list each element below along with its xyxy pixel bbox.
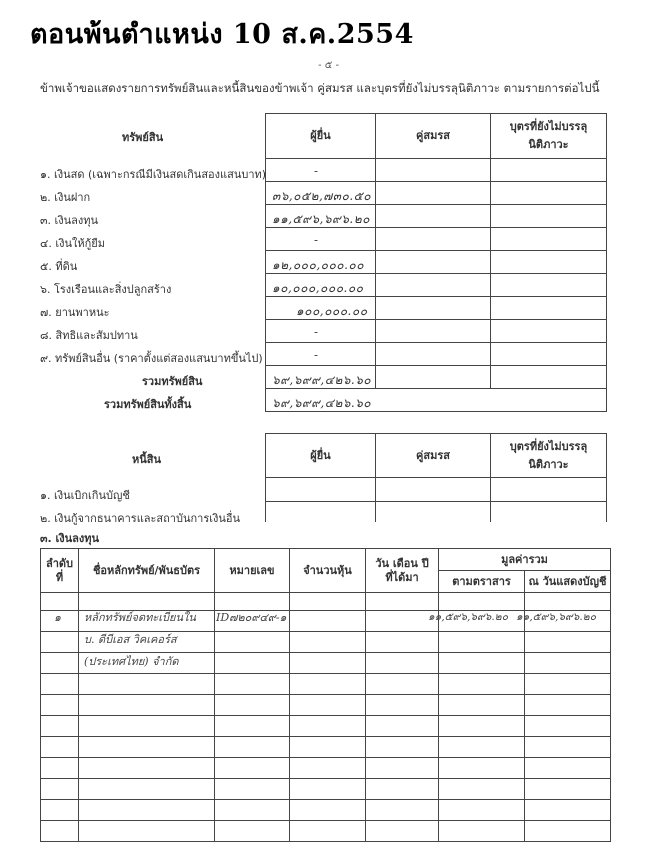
liabilities-header-spouse: คู่สมรส	[376, 434, 491, 478]
asset-value: -	[314, 164, 319, 178]
liabilities-header-children	[491, 434, 607, 478]
assets-total-label: รวมทรัพย์สิน	[142, 375, 203, 388]
asset-row-label: ๖. โรงเรือนและสิ่งปลูกสร้าง	[40, 283, 172, 296]
assets-header-children-line1: บุตรที่ยังไม่บรรลุ	[509, 120, 588, 133]
asset-value: -	[314, 348, 319, 362]
inv-header-security-name: ชื่อหลักทรัพย์/พันธบัตร	[79, 549, 215, 593]
inv-entry-name-line3: (ประเทศไทย) จำกัด	[84, 655, 179, 668]
asset-row-label: ๕. ที่ดิน	[40, 260, 78, 273]
inv-header-number: หมายเลข	[215, 549, 290, 593]
inv-header-quantity: จำนวนหุ้น	[290, 549, 366, 593]
liability-row-label: ๑. เงินเบิกเกินบัญชี	[40, 489, 130, 502]
assets-header-children	[491, 114, 607, 159]
inv-entry-par-value: ๑๑,๕๙๖,๖๙๖.๒๐	[428, 611, 508, 623]
liability-row-label: ๒. เงินกู้จากธนาคารและสถาบันการเงินอื่น	[40, 512, 241, 525]
inv-header-value-at-date: ณ วันแสดงบัญชี	[525, 571, 611, 593]
asset-row-label: ๗. ยานพาหนะ	[40, 306, 110, 319]
inv-entry-number: ID๗๒๐๙๔๙-๑	[216, 611, 287, 624]
inv-header-date-line2: ที่ได้มา	[385, 570, 419, 584]
assets-total-value: ๖๙,๖๙๙,๔๒๖.๖๐	[272, 373, 372, 387]
inv-entry-name-line2: บ. ดีบีเอส วิคเคอร์ส	[84, 633, 177, 646]
asset-value: ๑๑,๕๙๖,๖๙๖.๒๐	[272, 212, 370, 226]
intro-text: ข้าพเจ้าขอแสดงรายการทรัพย์สินและหนี้สินของข้าพเจ้า คู่สมรส และบุตรที่ยังไม่บรรลุนิติภาวะ ตามรายการต่อไปนี้	[40, 81, 600, 95]
asset-value: ๑๐๐,๐๐๐.๐๐	[296, 304, 368, 318]
inv-header-order	[41, 549, 79, 593]
investments-section-title: ๓. เงินลงทุน	[40, 532, 100, 545]
asset-value: ๑๐,๐๐๐,๐๐๐.๐๐	[272, 281, 364, 295]
liabilities-table	[265, 433, 607, 522]
inv-entry-value-at-date: ๑๑,๕๙๖,๖๙๖.๒๐	[516, 611, 596, 623]
liabilities-header-declarant: ผู้ยื่น	[266, 434, 376, 478]
asset-value: ๓๖,๐๕๒,๗๓๐.๕๐	[272, 189, 372, 203]
assets-grand-total-value: ๖๙,๖๙๙,๔๒๖.๖๐	[272, 396, 372, 410]
liabilities-header-children-line1: บุตรที่ยังไม่บรรลุ	[509, 439, 588, 453]
assets-header-children-line2: นิติภาวะ	[528, 138, 569, 151]
inv-header-total-value: มูลค่ารวม	[439, 549, 611, 571]
liabilities-header-children-line2: นิติภาวะ	[528, 457, 569, 471]
inv-header-order-line1: ลำดับ	[45, 556, 74, 570]
asset-value: -	[314, 325, 319, 339]
asset-row-label: ๒. เงินฝาก	[40, 191, 91, 204]
asset-row-label: ๙. ทรัพย์สินอื่น (ราคาตั้งแต่สองแสนบาทขึ้นไป)	[40, 352, 263, 365]
assets-grand-total-label: รวมทรัพย์สินทั้งสิ้น	[104, 398, 192, 411]
liabilities-header-item: หนี้สิน	[132, 453, 162, 466]
inv-header-date-line1: วัน เดือน ปี	[375, 556, 429, 570]
assets-header-spouse: คู่สมรส	[376, 114, 491, 159]
page-heading: ตอนพ้นตำแหน่ง 10 ส.ค.2554	[30, 19, 414, 50]
inv-header-date	[366, 549, 439, 593]
asset-value: -	[314, 233, 319, 247]
page-number: - ๕ -	[318, 60, 340, 71]
inv-header-par-value: ตามตราสาร	[439, 571, 525, 593]
inv-entry-order: ๑	[54, 611, 61, 624]
asset-value: ๑๒,๐๐๐,๐๐๐.๐๐	[272, 258, 365, 272]
assets-header-item: ทรัพย์สิน	[122, 131, 164, 144]
assets-header-declarant: ผู้ยื่น	[266, 114, 376, 159]
inv-entry-name-line1: หลักทรัพย์จดทะเบียนใน	[84, 611, 196, 624]
investments-table	[40, 548, 611, 842]
asset-row-label: ๓. เงินลงทุน	[40, 214, 99, 227]
asset-row-label: ๑. เงินสด (เฉพาะกรณีมีเงินสดเกินสองแสนบาท)	[40, 168, 267, 181]
asset-row-label: ๘. สิทธิและสัมปทาน	[40, 329, 138, 342]
inv-header-order-line2: ที่	[55, 570, 64, 584]
asset-row-label: ๔. เงินให้กู้ยืม	[40, 237, 105, 250]
